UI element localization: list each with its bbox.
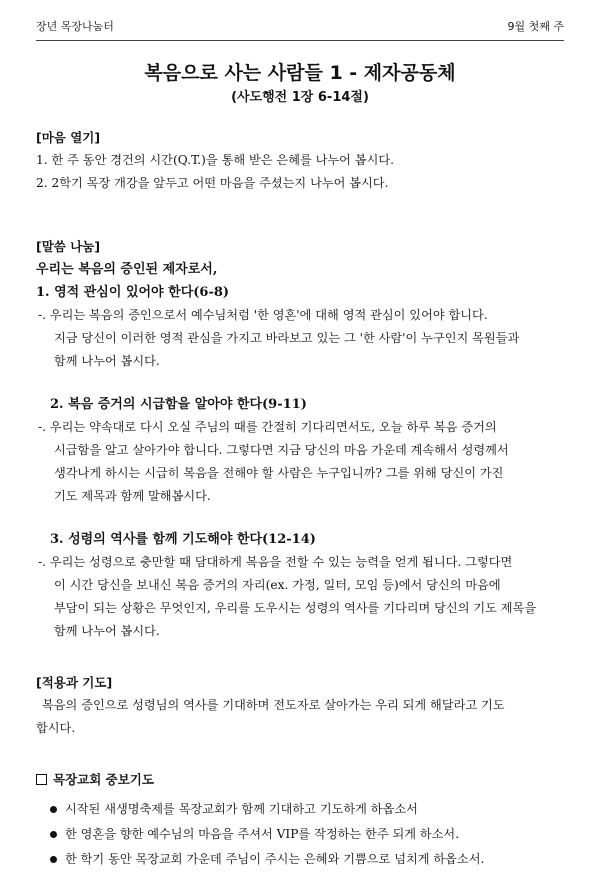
point-1-line-3: 함께 나누어 봅시다. bbox=[54, 354, 160, 368]
list-item bbox=[50, 822, 564, 847]
open-heading: [마음 열기] bbox=[36, 130, 101, 145]
point-2-line-1: -. 우리는 약속대로 다시 오실 주님의 때를 간절히 기다리면서도, 오늘 하루 복음 증거의 bbox=[38, 420, 497, 434]
header-right-text: 9월 첫째 주 bbox=[507, 20, 564, 33]
point-2-body bbox=[36, 416, 564, 508]
prayer-item-3: 한 학기 동안 목장교회 가운데 주님이 주시는 은혜와 기쁨으로 넘치게 하옵소서. bbox=[65, 852, 485, 866]
prayer-item-1: 시작된 새생명축제를 목장교회가 함께 기대하고 기도하게 하옵소서 bbox=[65, 802, 418, 816]
bullet-icon bbox=[50, 806, 57, 813]
prayer-list bbox=[36, 797, 564, 872]
prayer-heading-text: 목장교회 중보기도 bbox=[53, 772, 154, 787]
point-1-body bbox=[36, 304, 564, 373]
word-heading: [말씀 나눔] bbox=[36, 239, 101, 254]
point-3-line-3: 부담이 되는 상황은 무엇인지, 우리를 도우시는 성령의 역사를 기다리며 당신의 기도 제목을 bbox=[54, 601, 537, 615]
point-3-title: 3. 성령의 역사를 함께 기도해야 한다(12-14) bbox=[50, 532, 316, 547]
bullet-icon bbox=[50, 831, 57, 838]
point-1-line-2: 지금 당신이 이러한 영적 관심을 가지고 바라보고 있는 그 '한 사람'이 누구인지 목원들과 bbox=[54, 331, 520, 345]
apply-line-2: 합시다. bbox=[36, 721, 76, 735]
apply-heading: [적용과 기도] bbox=[36, 675, 113, 690]
point-3-line-1: -. 우리는 성령으로 충만할 때 담대하게 복음을 전할 수 있는 능력을 얻게 됩니다. 그렇다면 bbox=[38, 555, 513, 569]
point-3-line-4: 함께 나누어 봅시다. bbox=[54, 624, 160, 638]
list-item bbox=[50, 797, 564, 822]
point-1-line-1: -. 우리는 복음의 증인으로서 예수님처럼 '한 영혼'에 대해 영적 관심이 있어야 합니다. bbox=[38, 308, 488, 322]
open-item-1: 1. 한 주 동안 경건의 시간(Q.T.)을 통해 받은 은혜를 나누어 봅시다. bbox=[36, 153, 395, 167]
header-left-text: 장년 목장나눔터 bbox=[36, 20, 114, 33]
open-item-2: 2. 2학기 목장 개강을 앞두고 어떤 마음을 주셨는지 나누어 봅시다. bbox=[36, 176, 389, 190]
prayer-heading bbox=[36, 768, 564, 791]
bullet-icon bbox=[50, 856, 57, 863]
point-2-line-2: 시급함을 알고 살아가야 합니다. 그렇다면 지금 당신의 마음 가운데 계속해서 성령께서 bbox=[54, 443, 509, 457]
page-title: 복음으로 사는 사람들 1 - 제자공동체 bbox=[144, 62, 456, 84]
point-3-body bbox=[36, 551, 564, 643]
list-item bbox=[50, 847, 564, 872]
prayer-item-2: 한 영혼을 향한 예수님의 마음을 주셔서 VIP를 작정하는 한주 되게 하소서. bbox=[65, 827, 460, 841]
document-body bbox=[36, 126, 564, 872]
point-3-line-2: 이 시간 당신을 보내신 복음 증거의 자리(ex. 가정, 일터, 모임 등)에서 당신의 마음에 bbox=[54, 578, 501, 592]
point-2-line-4: 기도 제목과 함께 말해봅시다. bbox=[54, 489, 211, 503]
point-2-line-3: 생각나게 하시는 시급히 복음을 전해야 할 사람은 누구입니까? 그를 위해 당신이 가진 bbox=[54, 466, 504, 480]
page-subtitle: (사도행전 1장 6-14절) bbox=[231, 90, 369, 105]
point-1-title: 1. 영적 관심이 있어야 한다(6-8) bbox=[36, 285, 230, 300]
apply-line-1: 복음의 증인으로 성령님의 역사를 기대하며 전도자로 살아가는 우리 되게 해달라고 기도 bbox=[42, 698, 505, 712]
page-header bbox=[36, 16, 564, 41]
word-lead: 우리는 복음의 증인된 제자로서, bbox=[36, 262, 218, 277]
checkbox-square-icon bbox=[36, 774, 47, 785]
point-2-title: 2. 복음 증거의 시급함을 알아야 한다(9-11) bbox=[50, 397, 307, 412]
